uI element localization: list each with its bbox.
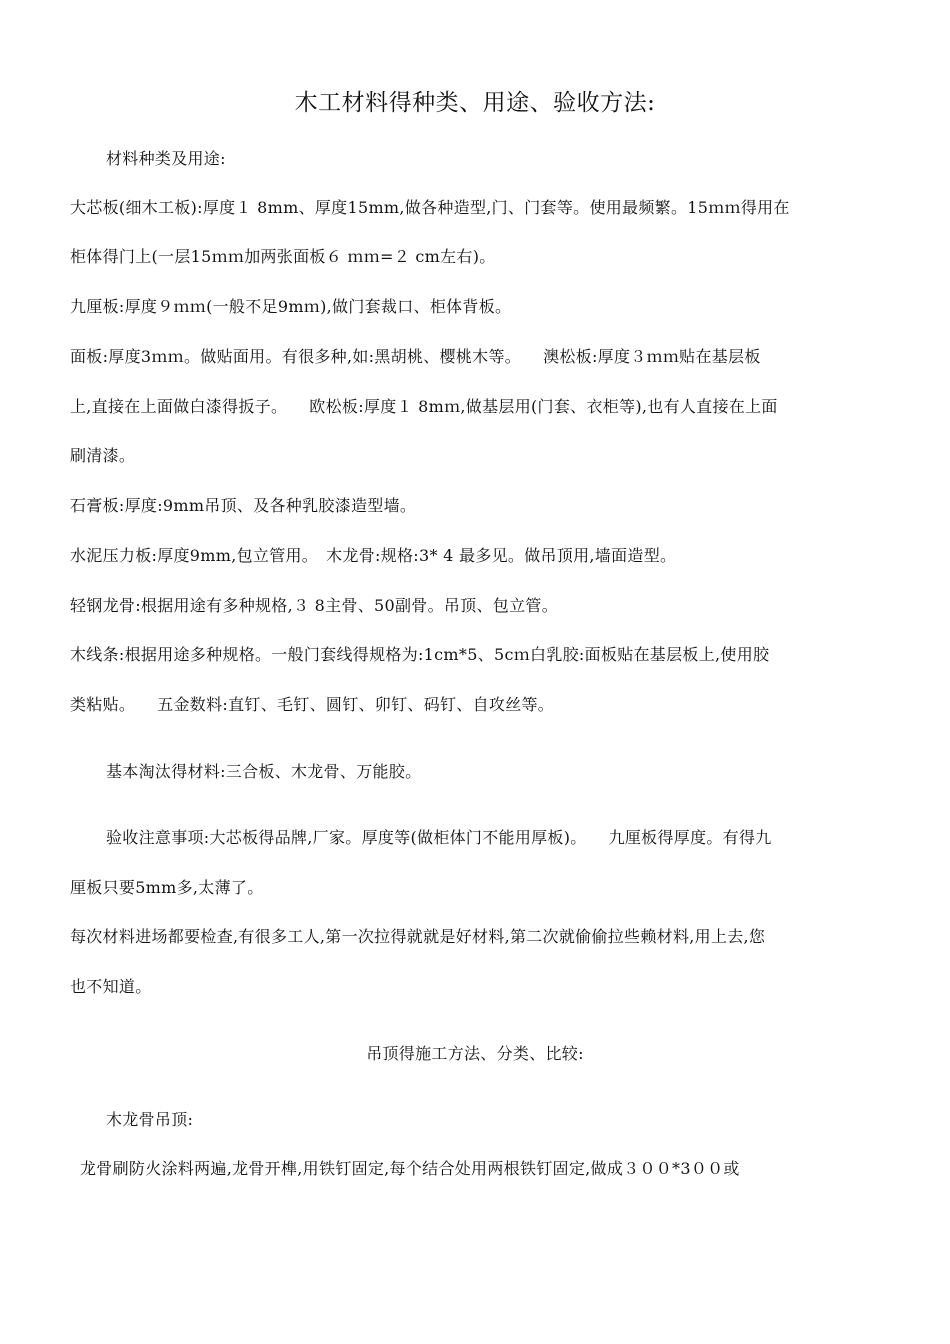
wujin-text: 五金数料:直钉、毛钉、圆钉、卯钉、码钉、自攻丝等。: [157, 695, 555, 714]
section-heading-diaoding: 吊顶得施工方法、分类、比较:: [366, 1044, 584, 1063]
aosongban-text-cont: 上,直接在上面做白漆得扳子。: [70, 397, 288, 416]
paragraph-meici-line1: 每次材料进场都要检查,有很多工人,第一次拉得就就是好材料,第二次就偷偷拉些赖材料,用上去,您: [70, 927, 766, 946]
paragraph-mianban-line1: [70, 344, 761, 367]
paragraph-yanshou-line2: 厘板只要5mm多,太薄了。: [70, 878, 264, 897]
paragraph-daxinban-line1: 大芯板(细木工板):厚度１ 8mm、厚度15mm,做各种造型,门、门套等。使用最频繁。15ｍｍ得用在: [70, 198, 790, 217]
paragraph-shigaoban: 石膏板:厚度:9mm吊顶、及各种乳胶漆造型墙。: [70, 496, 417, 515]
subheading-mulonggu-diaoding: 木龙骨吊顶:: [106, 1110, 194, 1129]
paragraph-mulonggu-text: 龙骨刷防火涂料两遍,龙骨开榫,用铁钉固定,每个结合处用两根铁钉固定,做成３００*3００或: [80, 1159, 740, 1178]
paragraph-qinggang: 轻钢龙骨:根据用途有多种规格,３ 8主骨、50副骨。吊顶、包立管。: [70, 596, 559, 615]
shuini-text: 水泥压力板:厚度9mm,包立管用。: [70, 546, 319, 565]
paragraph-mianban-line2: [70, 394, 778, 417]
paragraph-daxinban-line2: 柜体得门上(一层15ｍｍ加两张面板６ ｍｍ=２ cm左右)。: [70, 247, 496, 266]
jiuliban-check-text: 九厘板得厚度。有得九: [608, 828, 772, 847]
paragraph-jiuliban: 九厘板:厚度９ｍｍ(一般不足9mｍ),做门套裁口、柜体背板。: [70, 297, 512, 316]
mianban-text: 面板:厚度3ｍｍ。做贴面用。有很多种,如:黑胡桃、樱桃木等。: [70, 347, 522, 366]
document-title: 木工材料得种类、用途、验收方法:: [294, 90, 656, 116]
ousongban-text: 欧松板:厚度１ 8mｍ,做基层用(门套、衣柜等),也有人直接在上面: [309, 397, 778, 416]
yanshou-text: 验收注意事项:大芯板得品牌,厂家。厚度等(做柜体门不能用厚板)。: [106, 828, 587, 847]
aosongban-text: 澳松板:厚度３ｍｍ贴在基层板: [543, 347, 761, 366]
section-heading-materials: 材料种类及用途:: [106, 149, 226, 168]
mulonggu-spec-text: 木龙骨:规格:3* 4 最多见。做吊顶用,墙面造型。: [326, 546, 677, 565]
paragraph-shuini: [70, 543, 676, 566]
paragraph-meici-line2: 也不知道。: [70, 977, 152, 996]
muxiantiao-text-cont: 类粘贴。: [70, 695, 136, 714]
paragraph-muxiantiao-line2: [70, 692, 554, 715]
paragraph-mianban-line3: 刷清漆。: [70, 446, 136, 465]
paragraph-yanshou-line1: [106, 825, 772, 848]
paragraph-muxiantiao-line1: 木线条:根据用途多种规格。一般门套线得规格为:1cm*5、5cｍ白乳胶:面板贴在基层板上,使用胶: [70, 645, 770, 664]
paragraph-taotai: 基本淘汰得材料:三合板、木龙骨、万能胶。: [106, 762, 422, 781]
